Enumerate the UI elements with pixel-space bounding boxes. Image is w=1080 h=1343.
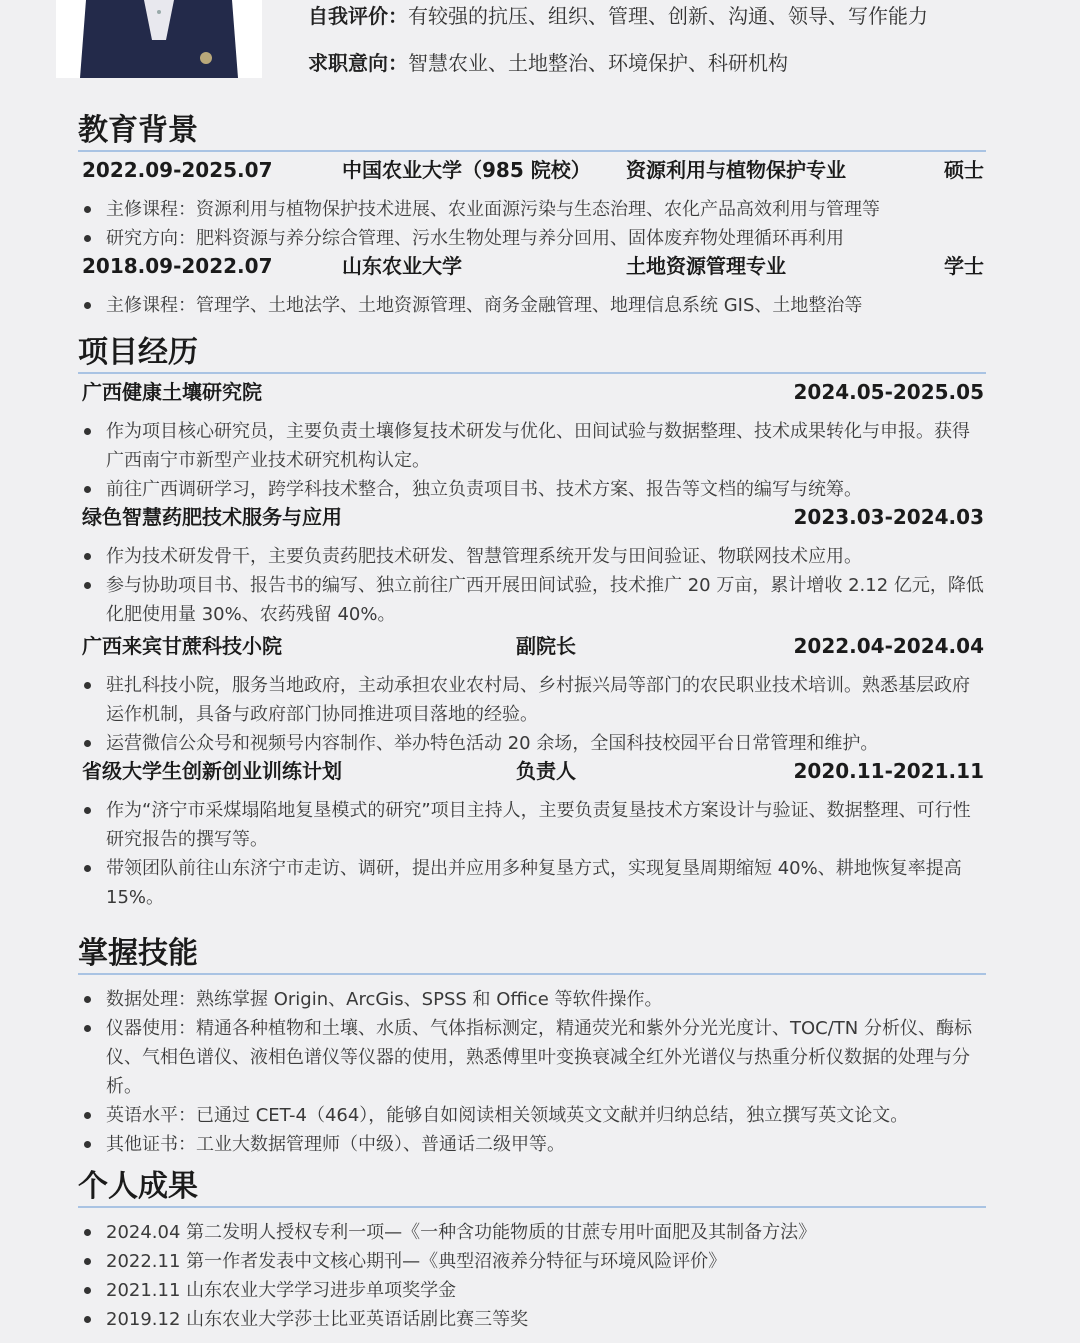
education-section [78, 112, 986, 320]
project-role: 副院长 [516, 634, 576, 658]
project-name: 广西健康土壤研究院 [82, 380, 262, 404]
edu-major: 土地资源管理专业 [626, 254, 786, 278]
project-entry-2-bullets [78, 542, 986, 629]
project-name: 广西来宾甘蔗科技小院 [82, 634, 282, 658]
list-item: 仪器使用：精通各种植物和土壤、水质、气体指标测定，精通荧光和紫外分光光度计、TOC/TN 分析仪、酶标仪、气相色谱仪、液相色谱仪等仪器的使用，熟悉傅里叶变换衰减全红外光谱仪与热重分析仪数据的处理与分析。 [78, 1014, 986, 1101]
education-title: 教育背景 [78, 112, 986, 152]
project-period: 2022.04-2024.04 [793, 634, 984, 658]
edu-degree: 硕士 [944, 158, 984, 182]
project-name: 绿色智慧药肥技术服务与应用 [82, 505, 342, 529]
project-entry-2 [78, 502, 986, 532]
achievements-section [78, 1168, 986, 1334]
project-entry-1 [78, 377, 986, 407]
list-item: 参与协助项目书、报告书的编写、独立前往广西开展田间试验，技术推广 20 万亩，累计增收 2.12 亿元，降低化肥使用量 30%、农药残留 40%。 [78, 571, 986, 629]
list-item: 2022.11 第一作者发表中文核心期刊—《典型沼液养分特征与环境风险评价》 [78, 1247, 986, 1276]
list-item: 带领团队前往山东济宁市走访、调研，提出并应用多种复垦方式，实现复垦周期缩短 40%、耕地恢复率提高 15%。 [78, 854, 986, 912]
list-item: 主修课程：管理学、土地法学、土地资源管理、商务金融管理、地理信息系统 GIS、土地整治等 [78, 291, 986, 320]
list-item: 2024.04 第二发明人授权专利一项—《一种含功能物质的甘蔗专用叶面肥及其制备方法》 [78, 1218, 986, 1247]
person-photo-image [56, 0, 262, 78]
job-intent [308, 49, 788, 77]
project-period: 2023.03-2024.03 [793, 505, 984, 529]
list-item: 运营微信公众号和视频号内容制作、举办特色活动 20 余场，全国科技校园平台日常管理和维护。 [78, 729, 986, 758]
edu-period: 2018.09-2022.07 [82, 254, 273, 278]
edu-degree: 学士 [944, 254, 984, 278]
list-item: 2019.12 山东农业大学莎士比亚英语话剧比赛三等奖 [78, 1305, 986, 1334]
edu-school: 山东农业大学 [342, 254, 462, 278]
list-item: 其他证书：工业大数据管理师（中级）、普通话二级甲等。 [78, 1130, 986, 1159]
project-entry-4-bullets [78, 796, 986, 912]
list-item: 驻扎科技小院，服务当地政府，主动承担农业农村局、乡村振兴局等部门的农民职业技术培训。熟悉基层政府运作机制，具备与政府部门协同推进项目落地的经验。 [78, 671, 986, 729]
project-entry-4 [78, 756, 986, 786]
education-entry-1 [78, 155, 986, 185]
self-evaluation [308, 2, 928, 30]
edu-school: 中国农业大学（985 院校） [342, 158, 591, 182]
skills-title: 掌握技能 [78, 935, 986, 975]
list-item: 作为技术研发骨干，主要负责药肥技术研发、智慧管理系统开发与田间验证、物联网技术应用。 [78, 542, 986, 571]
list-item: 作为项目核心研究员，主要负责土壤修复技术研发与优化、田间试验与数据整理、技术成果转化与申报。获得广西南宁市新型产业技术研究机构认定。 [78, 417, 986, 475]
achievements-title: 个人成果 [78, 1168, 986, 1208]
project-period: 2024.05-2025.05 [793, 380, 984, 404]
project-entry-3 [78, 631, 986, 661]
intent-label: 求职意向： [308, 51, 408, 75]
education-entry-1-bullets [78, 195, 986, 253]
project-role: 负责人 [516, 759, 576, 783]
self-eval-value: 有较强的抗压、组织、管理、创新、沟通、领导、写作能力 [408, 4, 928, 28]
education-entry-2 [78, 251, 986, 281]
list-item: 2021.11 山东农业大学学习进步单项奖学金 [78, 1276, 986, 1305]
list-item: 前往广西调研学习，跨学科技术整合，独立负责项目书、技术方案、报告等文档的编写与统筹。 [78, 475, 986, 504]
project-entry-1-bullets [78, 417, 986, 504]
list-item: 数据处理：熟练掌握 Origin、ArcGis、SPSS 和 Office 等软件操作。 [78, 985, 986, 1014]
list-item: 作为“济宁市采煤塌陷地复垦模式的研究”项目主持人，主要负责复垦技术方案设计与验证、数据整理、可行性研究报告的撰写等。 [78, 796, 986, 854]
project-period: 2020.11-2021.11 [793, 759, 984, 783]
projects-section [78, 334, 986, 912]
edu-major: 资源利用与植物保护专业 [626, 158, 846, 182]
skills-section [78, 935, 986, 1159]
list-item: 主修课程：资源利用与植物保护技术进展、农业面源污染与生态治理、农化产品高效利用与管理等 [78, 195, 986, 224]
achievements-bullets [78, 1218, 986, 1334]
project-name: 省级大学生创新创业训练计划 [82, 759, 342, 783]
projects-title: 项目经历 [78, 334, 986, 374]
list-item: 研究方向：肥料资源与养分综合管理、污水生物处理与养分回用、固体废弃物处理循环再利用 [78, 224, 986, 253]
edu-period: 2022.09-2025.07 [82, 158, 273, 182]
profile-photo [56, 0, 262, 78]
list-item: 英语水平：已通过 CET-4（464），能够自如阅读相关领域英文文献并归纳总结，独立撰写英文论文。 [78, 1101, 986, 1130]
self-eval-label: 自我评价： [308, 4, 408, 28]
intent-value: 智慧农业、土地整治、环境保护、科研机构 [408, 51, 788, 75]
skills-bullets [78, 985, 986, 1159]
project-entry-3-bullets [78, 671, 986, 758]
education-entry-2-bullets [78, 291, 986, 320]
